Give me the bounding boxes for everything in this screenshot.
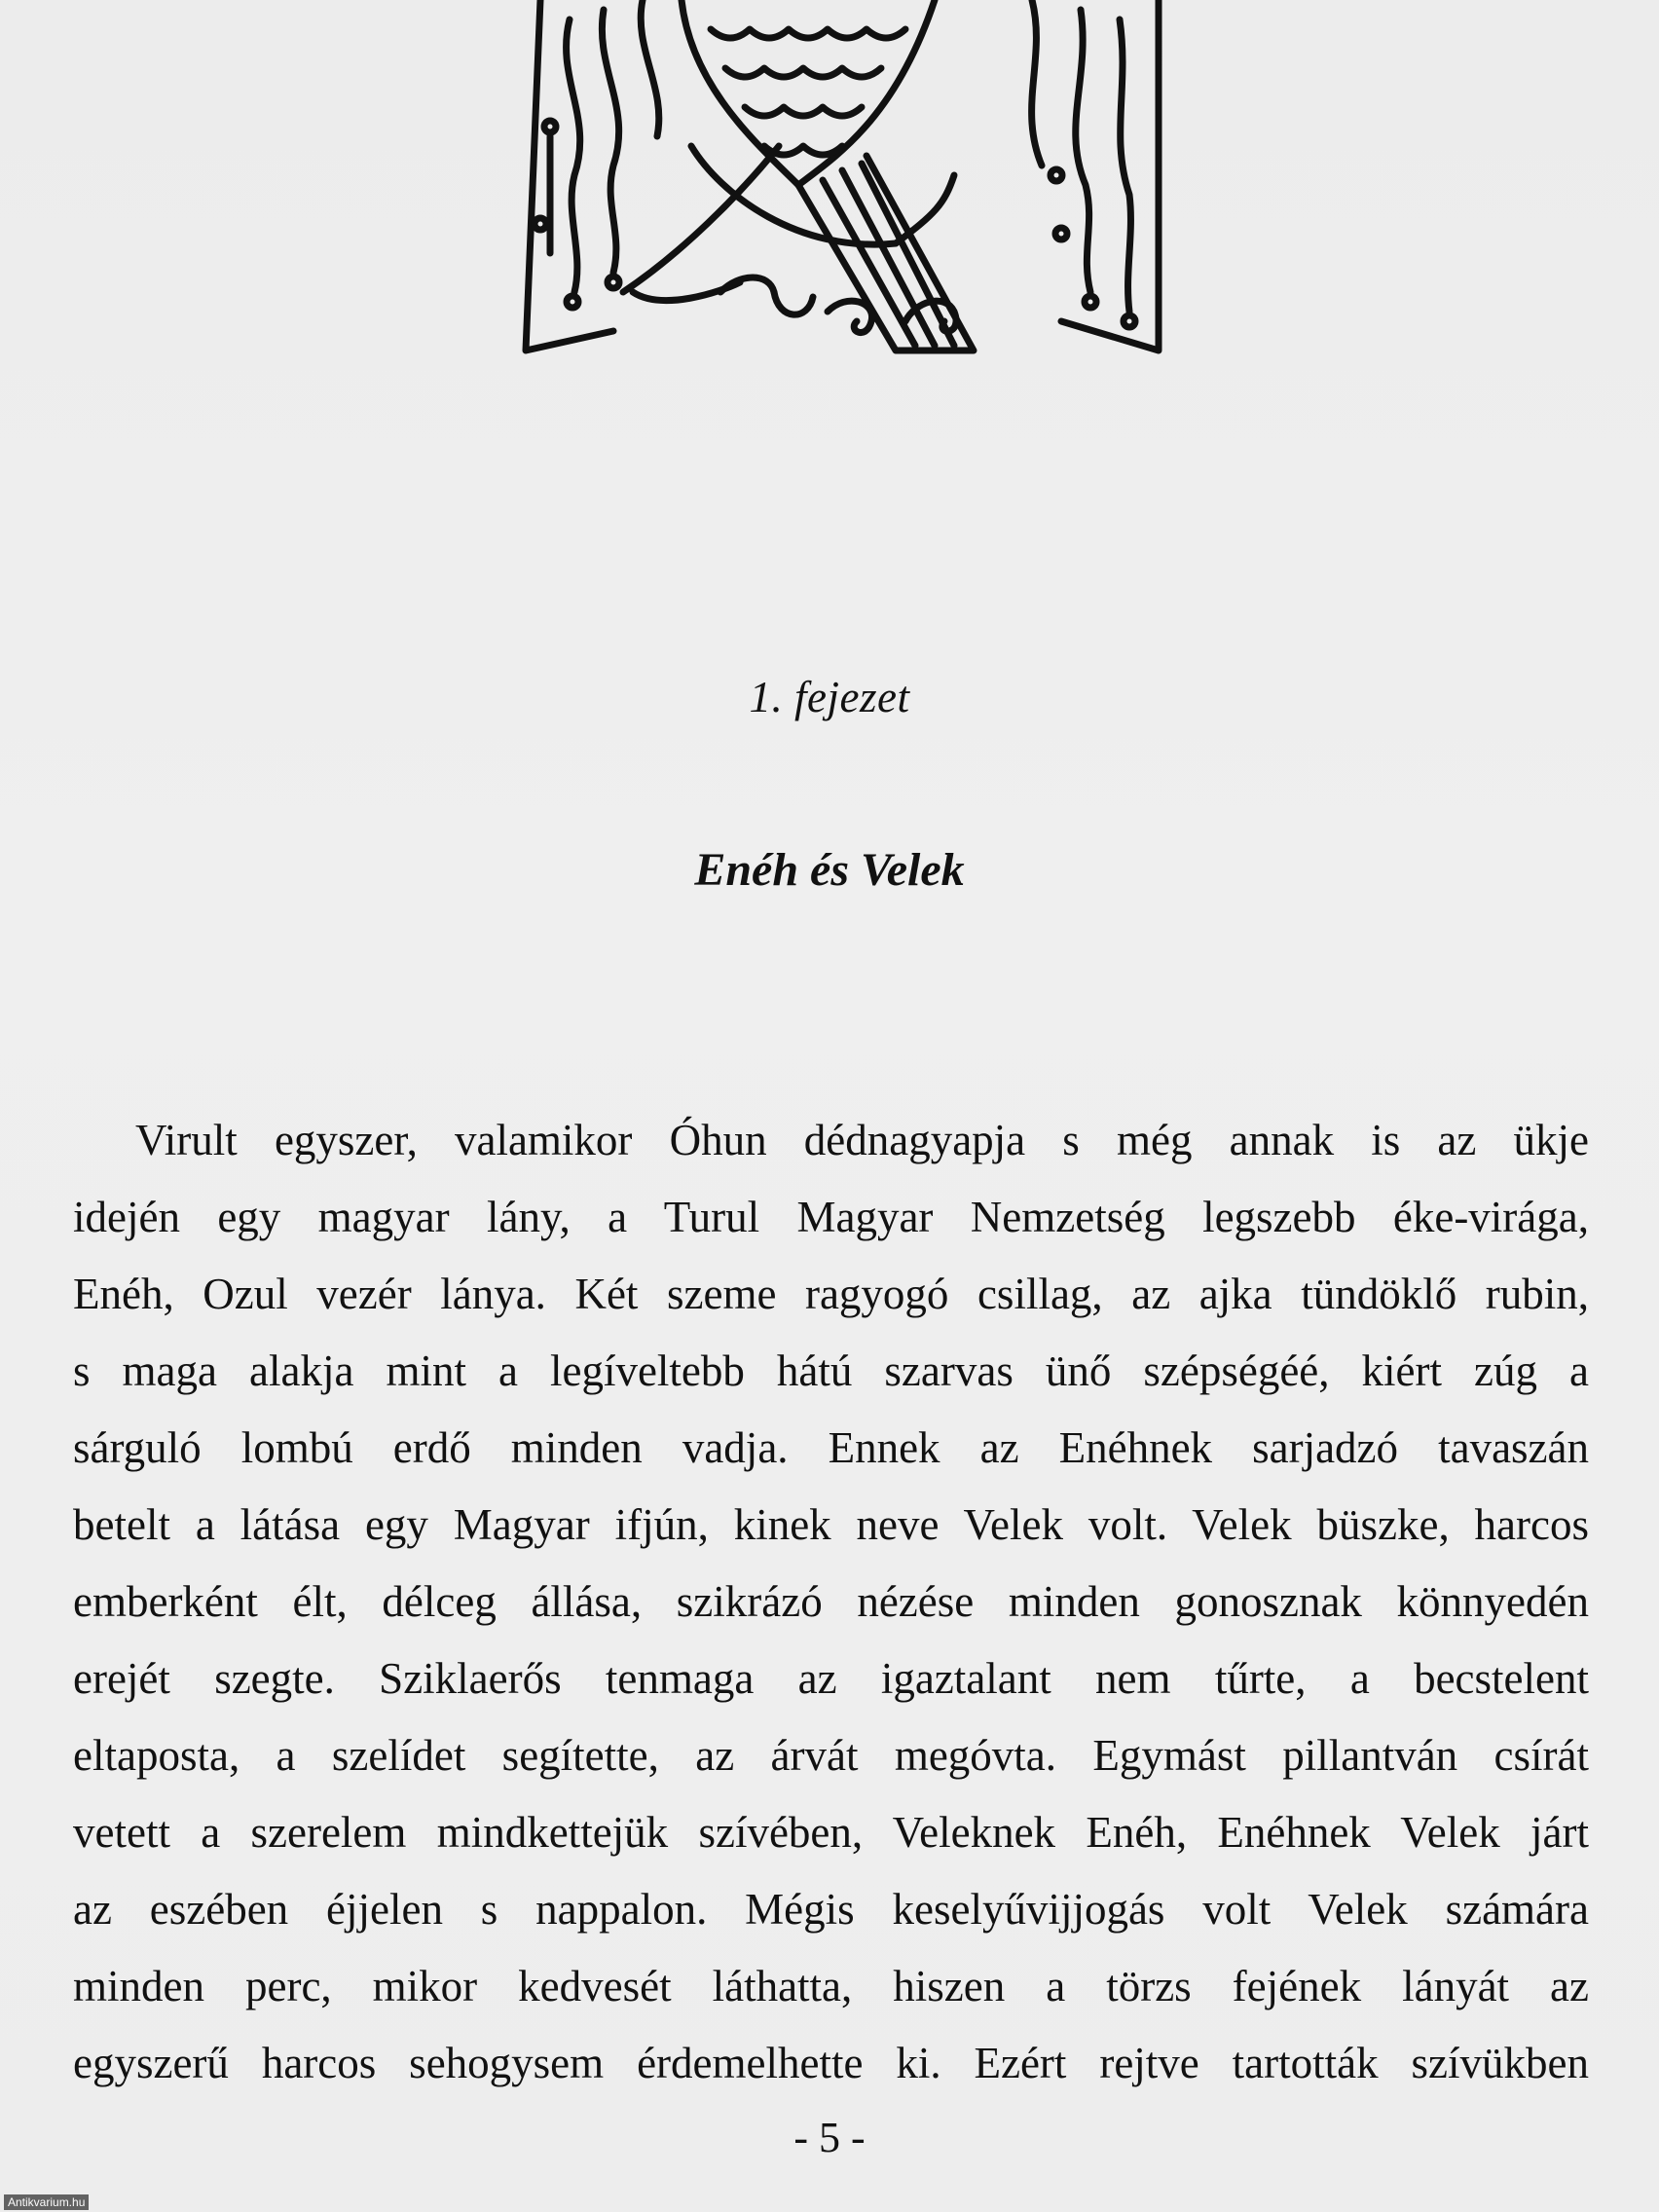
paragraph-line: Virult egyszer, valamikor Óhun dédnagyapja s még annak is az ükje — [135, 1116, 1589, 1164]
paragraph-line: erejét szegte. Sziklaerős tenmaga az igaztalant nem tűrte, a becstelent — [73, 1654, 1589, 1703]
paragraph-line: Enéh, Ozul vezér lánya. Két szeme ragyogó csillag, az ajka tündöklő rubin, — [73, 1270, 1589, 1318]
paragraph-line: emberként élt, délceg állása, szikrázó nézése minden gonosznak könnyedén — [73, 1577, 1589, 1626]
paragraph-line: egyszerű harcos sehogysem érdemelhette ki. Ezért rejtve tartották szívükben — [73, 2039, 1589, 2087]
paragraph-line: eltaposta, a szelídet segítette, az árvát megóvta. Egymást pillantván csírát — [73, 1731, 1589, 1780]
watermark: Antikvarium.hu — [4, 2194, 89, 2210]
turul-bird-illustration-icon — [487, 0, 1188, 389]
paragraph-line: vetett a szerelem mindkettejük szívében, Veleknek Enéh, Enéhnek Velek járt — [73, 1808, 1589, 1857]
paragraph-line: minden perc, mikor kedvesét láthatta, hiszen a törzs fejének lányát az — [73, 1962, 1589, 2010]
chapter-label: 1. fejezet — [749, 673, 910, 721]
body-paragraph — [73, 1102, 1589, 2102]
paragraph-line: idején egy magyar lány, a Turul Magyar Nemzetség legszebb éke-virága, — [73, 1193, 1589, 1241]
paragraph-line: az eszében éjjelen s nappalon. Mégis keselyűvijjogás volt Velek számára — [73, 1885, 1589, 1934]
paragraph-line: s maga alakja mint a legíveltebb hátú szarvas ünő szépségéé, kiért zúg a — [73, 1346, 1589, 1395]
page-number: - 5 - — [793, 2114, 866, 2161]
chapter-title: Enéh és Velek — [694, 844, 965, 896]
paragraph-line: sárguló lombú erdő minden vadja. Ennek az Enéhnek sarjadzó tavaszán — [73, 1423, 1589, 1472]
paragraph-line: betelt a látása egy Magyar ifjún, kinek neve Velek volt. Velek büszke, harcos — [73, 1500, 1589, 1549]
